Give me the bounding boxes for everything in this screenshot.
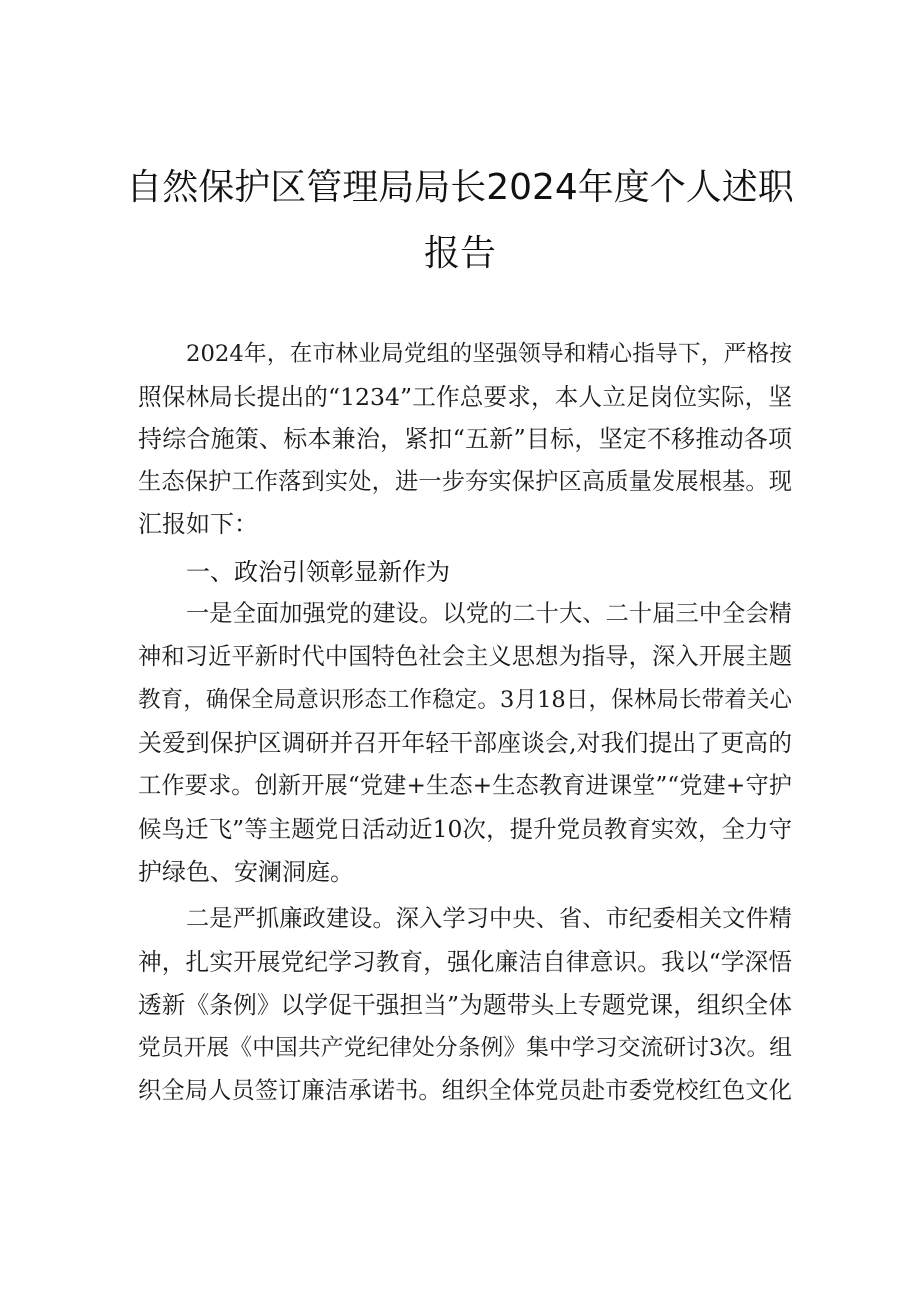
paragraph-2-line-7: 护绿色、安澜洞庭。 xyxy=(138,858,354,886)
section-heading-1: 一、政治引领彰显新作为 xyxy=(186,558,450,586)
document-title-line-2: 报告 xyxy=(423,233,496,274)
paragraph-3-line-3: 透新《条例》以学促干强担当”为题带头上专题党课，组织全体 xyxy=(138,991,792,1019)
paragraph-2-line-2: 神和习近平新时代中国特色社会主义思想为指导，深入开展主题 xyxy=(138,643,792,670)
paragraph-3-line-4: 党员开展《中国共产党纪律处分条例》集中学习交流研讨3次。组 xyxy=(138,1035,792,1061)
paragraph-2-line-6: 候鸟迁飞”等主题党日活动近10次，提升党员教育实效，全力守 xyxy=(138,815,792,843)
paragraph-2-line-4: 关爱到保护区调研并召开年轻干部座谈会,对我们提出了更高的 xyxy=(138,729,792,757)
paragraph-3-line-2: 神，扎实开展党纪学习教育，强化廉洁自律意识。我以“学深悟 xyxy=(138,948,792,976)
document-title-line-1: 自然保护区管理局局长2024年度个人述职 xyxy=(126,167,794,208)
paragraph-1-line-5: 汇报如下： xyxy=(138,510,258,538)
paragraph-2-line-5: 工作要求。创新开展“党建+生态+生态教育进课堂”“党建+守护 xyxy=(138,772,792,799)
paragraph-3-line-5: 织全局人员签订廉洁承诺书。组织全体党员赴市委党校红色文化 xyxy=(138,1077,792,1104)
paragraph-1-line-1: 2024年，在市林业局党组的坚强领导和精心指导下，严格按 xyxy=(186,341,792,367)
paragraph-1-line-3: 持综合施策、标本兼治，紧扣“五新”目标，坚定不移推动各项 xyxy=(138,425,792,453)
paragraph-3-line-1: 二是严抓廉政建设。深入学习中央、省、市纪委相关文件精 xyxy=(186,905,792,932)
paragraph-1-line-4: 生态保护工作落到实处，进一步夯实保护区高质量发展根基。现 xyxy=(138,468,792,495)
paragraph-1-line-2: 照保林局长提出的“1234”工作总要求，本人立足岗位实际，坚 xyxy=(138,383,792,411)
paragraph-2-line-1: 一是全面加强党的建设。以党的二十大、二十届三中全会精 xyxy=(186,600,792,627)
paragraph-2-line-3: 教育，确保全局意识形态工作稳定。3月18日，保林局长带着关心 xyxy=(138,687,792,713)
